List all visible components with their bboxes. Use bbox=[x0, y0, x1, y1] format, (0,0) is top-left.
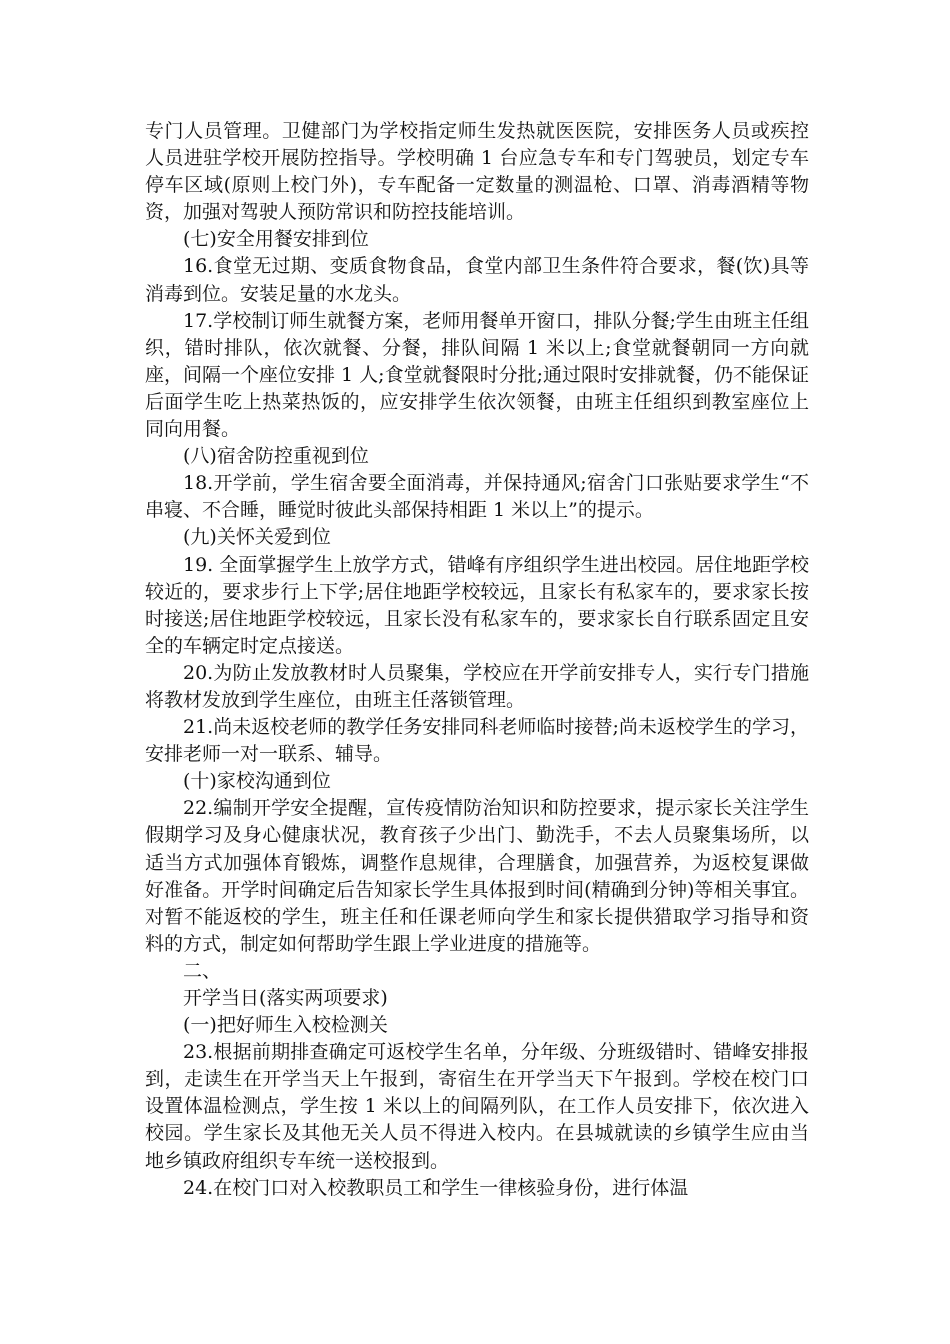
paragraph: 19. 全面掌握学生上放学方式，错峰有序组织学生进出校园。居住地距学校较近的，要求步行上下学;居住地距学校较远，且家长有私家车的，要求家长按时接送;居住地距学校较远，且家长没有私家车的，要求家长自行联系固定且安全的车辆定时定点接送。 bbox=[145, 553, 809, 657]
part-heading: 开学当日(落实两项要求) bbox=[183, 987, 388, 1009]
paragraph: 21.尚未返校老师的教学任务安排同科老师临时接替;尚未返校学生的学习，安排老师一对一联系、辅导。 bbox=[145, 716, 809, 766]
document-body bbox=[145, 118, 809, 1202]
section-heading: (八)宿舍防控重视到位 bbox=[183, 445, 369, 468]
section-heading: (九)关怀关爱到位 bbox=[183, 526, 331, 549]
section-heading: (十)家校沟通到位 bbox=[183, 770, 331, 793]
paragraph: 17.学校制订师生就餐方案，老师用餐单开窗口，排队分餐;学生由班主任组织，错时排队，依次就餐、分餐，排队间隔 1 米以上;食堂就餐朝同一方向就座，间隔一个座位安排 1 人;食堂就餐限时分批;通过限时安排就餐，仍不能保证后面学生吃上热菜热饭的，应安排学生依次领餐，由班主任组织到教室座位上同向用餐。 bbox=[145, 309, 809, 441]
section-heading: (七)安全用餐安排到位 bbox=[183, 228, 369, 251]
paragraph: 24.在校门口对入校教职员工和学生一律核验身份，进行体温 bbox=[183, 1176, 689, 1199]
paragraph: 22.编制开学安全提醒，宣传疫情防治知识和防控要求，提示家长关注学生假期学习及身心健康状况，教育孩子少出门、勤洗手，不去人员聚集场所，以适当方式加强体育锻炼，调整作息规律，合理膳食，加强营养，为返校复课做好准备。开学时间确定后告知家长学生具体报到时间(精确到分钟)等相关事宜。对暂不能返校的学生，班主任和任课老师向学生和家长提供猎取学习指导和资料的方式，制定如何帮助学生跟上学业进度的措施等。 bbox=[145, 797, 809, 955]
paragraph: 16.食堂无过期、变质食物食品，食堂内部卫生条件符合要求，餐(饮)具等消毒到位。安装足量的水龙头。 bbox=[145, 255, 809, 305]
paragraph: 专门人员管理。卫健部门为学校指定师生发热就医医院，安排医务人员或疾控人员进驻学校开展防控指导。学校明确 1 台应急专车和专门驾驶员，划定专车停车区域(原则上校门外)，专车配备一定数量的测温枪、口罩、消毒酒精等物资，加强对驾驶人预防常识和防控技能培训。 bbox=[145, 120, 809, 224]
paragraph: 20.为防止发放教材时人员聚集，学校应在开学前安排专人，实行专门措施将教材发放到学生座位，由班主任落锁管理。 bbox=[145, 661, 809, 711]
section-heading: (一)把好师生入校检测关 bbox=[183, 1014, 388, 1037]
part-number: 二、 bbox=[183, 959, 222, 982]
paragraph: 23.根据前期排查确定可返校学生名单，分年级、分班级错时、错峰安排报到，走读生在开学当天上午报到，寄宿生在开学当天下午报到。学校在校门口设置体温检测点，学生按 1 米以上的间隔列队，在工作人员安排下，依次进入校园。学生家长及其他无关人员不得进入校内。在县城就读的乡镇学生应由当地乡镇政府组织专车统一送校报到。 bbox=[145, 1041, 809, 1172]
paragraph: 18.开学前，学生宿舍要全面消毒，并保持通风;宿舍门口张贴要求学生“不串寝、不合睡，睡觉时彼此头部保持相距 1 米以上”的提示。 bbox=[145, 472, 809, 522]
